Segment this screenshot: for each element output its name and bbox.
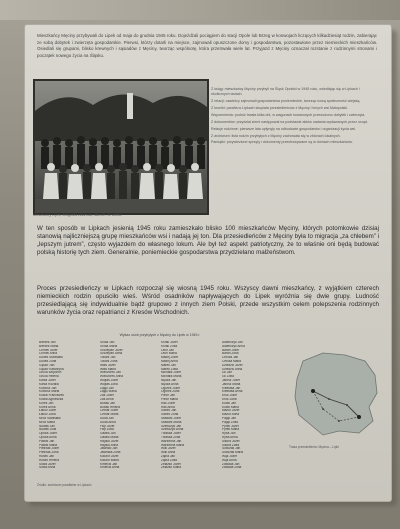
table-cell: Lech Jan [161, 348, 174, 352]
table-cell: Kruk Józef [222, 394, 238, 398]
table-cell: Zając Maria [100, 390, 117, 394]
testimony-list [211, 87, 379, 205]
testimony-item: Z ksiąg: mieszkańcy Męciny przybyli na Śląsk Opolski w 1945 roku, osiedlając się w Lipkach i okolicznych wsiach. [211, 87, 360, 96]
table-cell: Tokarz Zofia [100, 359, 118, 363]
table-cell: Kania Józef [39, 378, 56, 382]
table-cell: Sikora Józef [222, 439, 240, 443]
town-marker [328, 398, 330, 400]
town-marker [346, 404, 348, 406]
table-column [222, 341, 280, 470]
exhibition-panel [24, 24, 392, 502]
table-cell: Pyrek Maria [222, 428, 240, 432]
table-cell: Bobak Helena [100, 405, 121, 409]
table-cell: Rusek Jan [39, 454, 55, 458]
table-cell: Gąsior Jan [39, 363, 55, 367]
table-cell: Żak Anna [100, 397, 114, 401]
table-cell: Marek Zofia [161, 367, 178, 371]
table-cell: Pawlik Jan [39, 439, 55, 443]
wall-top [0, 0, 400, 20]
group-photo-image [35, 81, 207, 213]
table-cell: Baran Zofia [222, 352, 239, 356]
table-cell: Gawlik Jan [100, 432, 116, 436]
table-cell: Zięba Jan [161, 454, 175, 458]
table-cell: Michalik Maria [161, 375, 182, 379]
table-cell: Sroka Maria [100, 344, 118, 348]
table-cell: Kaczor Józef [100, 454, 119, 458]
table-cell: Bobak Jan [100, 401, 116, 405]
testimony-item: Z archiwum: lista rodzin przybyłych z Męciny zachowała się w zbiorach lokalnych. [211, 133, 341, 138]
table-cell: Kmiecik Jan [100, 462, 118, 466]
table-cell: Mróz Maria [39, 420, 55, 424]
table-cell: Madej Józef [161, 356, 179, 360]
town-marker [338, 420, 340, 422]
table-cell: Kruk Zofia [222, 397, 237, 401]
table-cell: Pyrek Józef [222, 424, 239, 428]
table-cell: Zawada Zofia [222, 466, 242, 470]
table-cell: Adamczyk Anna [222, 344, 245, 348]
table-column [39, 341, 97, 470]
table-cell: Nowak Julia [39, 428, 57, 432]
poland-outline [295, 353, 377, 435]
table-cell: Wilk Anna [161, 451, 176, 455]
table-cell: Kurek Jan [39, 401, 54, 405]
table-cell: Szewczyk Jan [161, 424, 182, 428]
table-cell: Rak Anna [161, 405, 175, 409]
table-cell: Ogórek Józef [161, 386, 180, 390]
table-cell: Mazur Anna [222, 413, 240, 417]
table-cell: Pietrzak Józef [39, 447, 60, 451]
table-cell: Wais Maria [100, 367, 116, 371]
table-cell: Mróz Stanisław [39, 416, 61, 420]
table-cell: Marek Jan [161, 363, 176, 367]
table-cell: Duda Anna [100, 420, 116, 424]
table-cell: Cetnar Józef [100, 409, 119, 413]
table-footer: Źródło: archiwum parafialne w Lipkach. [37, 483, 93, 487]
table-cell: Ryba Jan [222, 432, 236, 436]
table-cell: Gruca Wojciech [39, 371, 62, 375]
table-cell: Opoka Anna [39, 435, 57, 439]
table-cell: Dudek Stanisław [39, 356, 63, 360]
table-cell: Duda Jan [100, 416, 114, 420]
table-cell: Stawarz Józef [161, 416, 182, 420]
table-cell: Siwiec Zofia [161, 413, 179, 417]
table-cell: Wojtas Zofia [100, 382, 118, 386]
table-cell: Szczepan Józef [100, 348, 123, 352]
table-cell: Jarosz Józef [222, 378, 240, 382]
table-cell: Nędza Anna [161, 382, 179, 386]
intro-text: Mieszkańcy Męciny przybywali do Lipek od maja do grudnia 1945 roku. Dojeżdżali pociągiem do stacji Opole lub Brzeg w konwojach liczących kilkadziesiąt rodzin, zabierając ze sobą dobytek i zwierzęta gospodarskie. Pierwsi, którzy dotarli na miejsce, zajmowali opuszczone domy i gospodarstwa, pozostawione przez niemieckich mieszkańców. Osiedlali się grupami, blisko krewnych i sąsiadów z Męciny, tworząc wspólnotę, która przetrwała wiele lat. Przyjazd z Męciny oznaczał rozstanie z rodzinnymi stronami i początek nowego życia na Śląsku. [37, 33, 377, 58]
table-cell: Zając Jan [100, 386, 114, 390]
table-cell: Rak Józef [161, 401, 176, 405]
table-cell: Tokarz Jan [100, 356, 116, 360]
table-cell: Gil Jan [222, 371, 232, 375]
table-cell: Trzaska Józef [161, 432, 181, 436]
table-cell: Chmiel Anna [39, 352, 58, 356]
table-cell: Cebula Jan [222, 356, 239, 360]
table-cell: Krzak Józef [161, 341, 178, 344]
testimony-item: Relacje rodzinne: pierwsze lata upłynęły na odbudowie gospodarstw i organizacji życia wsi. [211, 126, 357, 131]
table-cell: Opoka Józef [39, 432, 57, 436]
table-cell: Nędza Jan [161, 378, 177, 382]
table-cell: Zawada Jan [222, 462, 240, 466]
table-cell: Hajduk Anna [100, 443, 119, 447]
table-cell: Dziedzic Anna [222, 367, 243, 371]
table-cell: Krzak Zofia [161, 344, 178, 348]
table-cell: Wojtas Józef [100, 378, 119, 382]
table-cell: Filip Zofia [100, 428, 114, 432]
table-cell: Wieczorek Anna [100, 375, 124, 379]
table-cell: Kolbusz Jan [39, 386, 57, 390]
testimony-item: Z kroniki: parafia w Lipkach skupiała przesiedleńców z Męciny i innych wsi Małopolski. [211, 105, 349, 110]
testimony-item: Pamiątki: przywiezione sprzęty i dokumenty przechowywane są w domach mieszkańców. [211, 140, 353, 145]
table-cell: Gąsior Katarzyna [39, 367, 64, 371]
table-column [161, 341, 219, 470]
table-cell: Wais Józef [100, 363, 116, 367]
table-cell: Kania Rozalia [39, 382, 59, 386]
table-cell: Rusek Helena [39, 458, 60, 462]
table-cell: Ogórek Zofia [161, 390, 180, 394]
table-cell: Łabuz Zofia [39, 413, 56, 417]
settlers-table [37, 333, 283, 491]
table-cell: Bieniek Maria [39, 344, 59, 348]
table-cell: Sobczak Maria [222, 451, 244, 455]
table-cell: Gawlik Maria [100, 435, 119, 439]
table-cell: Chmiel Józef [39, 348, 58, 352]
photo-caption: Mieszkańcy Lipek, fotografia zbiorowa, lata 40. XX wieku. [33, 213, 123, 217]
table-cell: Michalik Józef [161, 371, 182, 375]
table-cell: Jasińska Zofia [100, 451, 121, 455]
town-marker [322, 408, 324, 410]
table-cell: Wieczorek Jan [100, 371, 121, 375]
lipki-marker [311, 389, 315, 393]
table-cell: Filip Józef [100, 424, 115, 428]
table-cell: Gruca Helena [39, 375, 59, 379]
table-cell: Piech Jan [161, 394, 175, 398]
table-cell: Kiełbasa Anna [222, 390, 243, 394]
table-cell: Żelazko Józef [161, 462, 181, 466]
migration-map [289, 345, 381, 441]
table-cell: Sobczak Jan [222, 447, 241, 451]
poland-map-graphic [289, 345, 381, 441]
table-cell: Szczepan Anna [100, 352, 123, 356]
table-cell: Kubik Jan [222, 401, 236, 405]
table-cell: Pawlik Maria [39, 443, 58, 447]
main-paragraph-1: W ten sposób w Lipkach jesienią 1945 roku zamieszkało blisko 100 mieszkańców Męciny, których potomkowie dzisiaj stanowią najliczniejszą grupę mieszkańców wsi i nadają jej ton. Dla przesiedleńców z Męciny była to migracja „za chlebem” i „lepszym jutrem”, często wyjazdem do własnego lokum. Ale był też aspekt patriotyczny, że to właśnie oni będą budować polską historię tych ziem. Generalnie, poniemieckie gospodarstwa przydzielano małżeństwom. [37, 225, 379, 256]
table-cell: Mazur Józef [222, 409, 240, 413]
table-cell: Żelazko Maria [161, 466, 182, 470]
table-cell: Pająk Jan [222, 416, 236, 420]
table-cell: Kowal Franciszek [39, 394, 64, 398]
table-cell: Wilk Józef [161, 447, 176, 451]
table-cell: Kubik Maria [222, 405, 239, 409]
table-cell: Kaczor Maria [100, 458, 119, 462]
table-cell: Kolbusz Maria [39, 390, 60, 394]
map-caption: Trasa przesiedlenia: Męcina – Lipki [289, 445, 339, 449]
table-cell: Zięba Zofia [161, 458, 177, 462]
historical-group-photo [33, 79, 209, 215]
mecina-marker [357, 415, 361, 419]
table-cell: Dudek Zofia [39, 359, 57, 363]
table-cell: Warzecha Maria [161, 443, 185, 447]
table-cell: Kurek Anna [39, 405, 56, 409]
main-paragraph-2: Proces przesiedleńczy w Lipkach rozpoczął się wiosną 1945 roku. Wszyscy dawni mieszkańcy, z wyjątkiem czterech niemieckich rodzin opuściło wieś. Wśród osadników napływających do Lipek wyróżnia się dwie grupy. Ludność przesiedlającą się indywidualnie bądź grupowo z innych ziem Polski, przede wszystkim celem polepszenia rodzinnych warunków życia oraz repatrianci z Kresów Wschodnich. [37, 285, 379, 316]
table-cell: Kmiecik Anna [100, 466, 120, 470]
table-cell: Warzecha Jan [161, 439, 182, 443]
table-cell: Sroka Jan [100, 341, 115, 344]
table-cell: Kowal Agnieszka [39, 397, 64, 401]
table-cell: Cebula Maria [222, 359, 241, 363]
table-cell: Lech Maria [161, 352, 177, 356]
table-cell: Pająk Zofia [222, 420, 238, 424]
table-cell: Dziedzic Józef [222, 363, 243, 367]
table-cell: Baran Józef [222, 348, 240, 352]
table-cell: Sowa Józef [39, 462, 56, 466]
table-cell: Pietrzak Zofia [39, 451, 59, 455]
table-cell: Kiełbasa Jan [222, 386, 241, 390]
table-cell: Żak Józef [100, 394, 114, 398]
testimony-item: Z relacji: osadnicy zajmowali gospodarstwa poniemieckie, tworząc nową społeczność wiejską. [211, 98, 361, 103]
table-cell: Adamczyk Jan [222, 341, 243, 344]
table-cell: Jarosz Maria [222, 382, 241, 386]
table-cell: Wąs Józef [222, 454, 237, 458]
testimony-item: Wspomnienia: podróż trwała kilka dni, w wagonach towarowych przewożono dobytek i zwierzęta. [211, 112, 366, 117]
table-cell: Ryba Anna [222, 435, 238, 439]
table-cell: Szewczyk Anna [161, 428, 184, 432]
table-cell: Piech Maria [161, 397, 178, 401]
table-cell: Jasiński Jan [100, 447, 118, 451]
table-title: Wykaz osób przybyłych z Męciny do Lipek w 1945 r. [119, 333, 201, 337]
table-cell: Cetnar Maria [100, 413, 119, 417]
table-cell: Łabuz Józef [39, 409, 57, 413]
table-cell: Sowa Anna [39, 466, 56, 470]
table-cell: Sikora Zofia [222, 443, 240, 447]
table-cell: Stawarz Maria [161, 420, 182, 424]
table-cell: Siwiec Jan [161, 409, 177, 413]
table-column [100, 341, 158, 470]
table-cell: Bieniek Jan [39, 341, 56, 344]
table-cell: Wąs Anna [222, 458, 237, 462]
table-cell: Nowak Jan [39, 424, 55, 428]
table-cell: Gil Zofia [222, 375, 234, 379]
table-cell: Madej Anna [161, 359, 178, 363]
table-cell: Trzaska Zofia [161, 435, 181, 439]
table-cell: Hajduk Józef [100, 439, 119, 443]
testimony-item: Z dokumentów: przydział ziemi następował na podstawie aktów nadania wydawanych przez urząd. [211, 119, 369, 124]
